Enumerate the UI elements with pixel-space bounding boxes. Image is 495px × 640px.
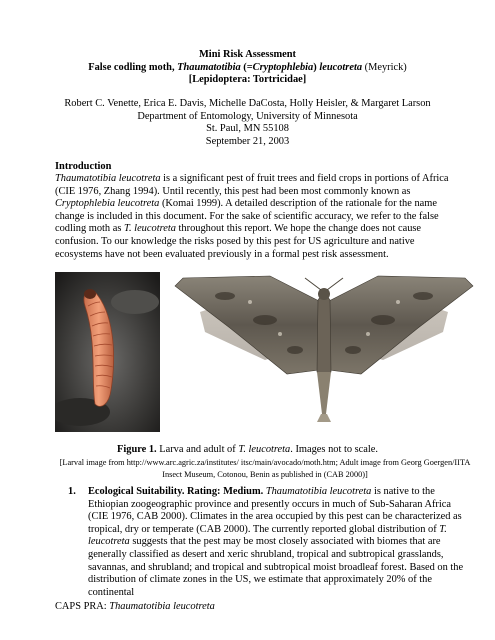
caption-text-b: . Images not to scale. [290, 444, 378, 455]
caption-text-a: Larva and adult of [156, 444, 239, 455]
figure-label: Figure 1. [117, 444, 157, 455]
doc-type: Mini Risk Assessment [199, 49, 296, 60]
title-author: (Meyrick) [362, 61, 407, 73]
doc-taxonomy: [Lepidoptera: Tortricidae] [188, 74, 307, 85]
title-species: leucotreta [319, 61, 363, 73]
larva-photo [55, 272, 160, 432]
intro-paragraph [55, 173, 455, 261]
intro-species: Thaumatotibia leucotreta [55, 173, 161, 184]
section-text-b: suggests that the pest may be most closely associated with biomes that are generally classified as desert and xeric shrubland, tropical and subtropical grasslands, savannas, and shrubland; and tropical and subtropical moist broadleaf forest. Based on the distribution of climate zones in the US, we estimate that approximately 20% of the continental [88, 536, 464, 598]
section-text-a: is native to the Ethiopian zoogeographic province and presently occurs in much of Sub-Saharan Africa (CIE 1976, CAB 2000). Climates in the area occupied by this pest can be characterized as tropical, dry or temperate (CAB 2000). The currently reported global distribution of [88, 486, 462, 535]
author-names: Robert C. Venette, Erica E. Davis, Michelle DaCosta, Holly Heisler, & Margaret Larson [64, 98, 431, 109]
section-number: 1. [68, 486, 76, 497]
figure-images [55, 272, 475, 432]
section-short-name: T. leucotreta [88, 523, 447, 548]
page-footer [55, 601, 215, 612]
title-synonym: Cryptophlebia [252, 61, 314, 73]
figure-caption [0, 444, 495, 455]
title-common-name: False codling moth, [88, 61, 178, 73]
caption-species: T. leucotreta [238, 444, 291, 455]
author-address: St. Paul, MN 55108 [206, 123, 289, 135]
section-ecological-suitability [68, 486, 468, 599]
adult-moth-photo [170, 272, 475, 432]
author-date: September 21, 2003 [205, 135, 290, 147]
title-genus: Thaumatotibia [177, 61, 241, 73]
footer-prefix: CAPS PRA: [55, 601, 110, 612]
footer-species: Thaumatotibia leucotreta [109, 601, 215, 612]
title-paren-open: (= [240, 61, 253, 73]
intro-text-c: throughout this report. We hope the change does not cause confusion. To our knowledge the risks posed by this pest for US agriculture and native ecosystems have not been evaluated previously in a formal pest risk assessment. [55, 223, 422, 260]
intro-text-a: is a significant pest of fruit trees and field crops in portions of Africa (CIE 1976, Zhang 1994). Until recently, this pest had been most commonly known as [55, 173, 449, 197]
section-species: Thaumatotibia leucotreta [265, 486, 372, 497]
section-heading: Ecological Suitability. Rating: Medium. [88, 486, 264, 497]
intro-heading: Introduction [55, 161, 112, 172]
title-paren-close: ) [313, 61, 320, 73]
section-body [88, 486, 468, 599]
intro-short-name: T. leucotreta [123, 223, 176, 235]
figure-source: [Larval image from http://www.arc.agric.za/institutes/ itsc/main/avocado/moth.htm; Adult image from Georg Goergen/IITA Insect Museum, Cotonou, Benin as published in (CAB 2000)] [59, 458, 471, 479]
doc-title [0, 62, 495, 75]
intro-synonym: Cryptophlebia leucotreta [55, 198, 160, 210]
intro-text-b: (Komai 1999). A detailed description of the rationale for the name change is included in this document. For the sake of scientific accuracy, we refer to the false codling moth as [55, 198, 439, 235]
author-department: Department of Entomology, University of Minnesota [137, 110, 358, 122]
author-block [0, 98, 495, 148]
title-block [0, 49, 495, 87]
